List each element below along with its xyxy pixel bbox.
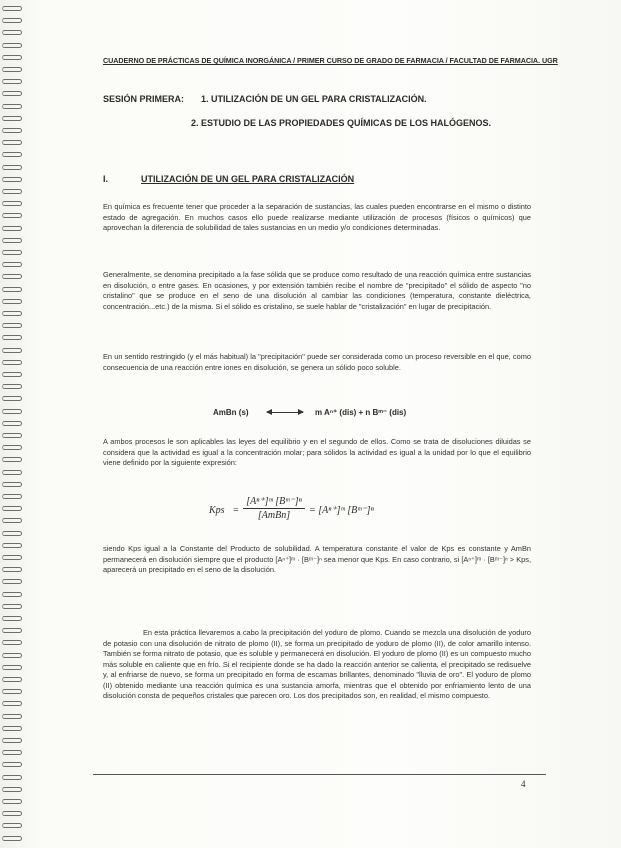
page-number: 4: [521, 779, 526, 789]
spiral-ring: [2, 762, 22, 767]
spiral-ring: [2, 531, 22, 536]
session-item-2: 2. ESTUDIO DE LAS PROPIEDADES QUÍMICAS DE LOS HALÓGENOS.: [191, 118, 492, 128]
spiral-ring: [2, 140, 22, 145]
spiral-ring: [2, 91, 22, 96]
spiral-ring: [2, 567, 22, 572]
spiral-ring: [2, 689, 22, 694]
spiral-ring: [2, 128, 22, 133]
spiral-ring: [2, 836, 22, 841]
spiral-ring: [2, 396, 22, 401]
fraction-denominator: [AmBn]: [257, 510, 291, 521]
spiral-ring: [2, 738, 22, 743]
spiral-ring: [2, 323, 22, 328]
spiral-ring: [2, 250, 22, 255]
spiral-ring: [2, 384, 22, 389]
spiral-ring: [2, 299, 22, 304]
spiral-ring: [2, 201, 22, 206]
paragraph-intro: En química es frecuente tener que proceder a la separación de sustancias, las cuales pueden encontrarse en el mismo o distinto estado de agregación. En muchos casos ello puede realizarse mediante utilización de procesos (físicos o químicos) que aprovechan la diferencia de solubilidad de tales sustancias en un medio y/o condiciones determinadas.: [103, 202, 531, 232]
spiral-binding: [2, 4, 24, 844]
footer-rule: [93, 774, 546, 775]
spiral-ring: [2, 421, 22, 426]
equals-sign: =: [233, 505, 239, 516]
spiral-ring: [2, 116, 22, 121]
spiral-ring: [2, 287, 22, 292]
paragraph-kps: siendo Kps igual a la Constante del Producto de solubilidad. A temperatura constante el valor de Kps es constante y AmBn permanecerá en disolución siempre que el producto [Aⁿ⁺]ᵐ · [Bᵐ⁻]ⁿ sea menor que Kps. En caso contrario, si [Aⁿ⁺]ᵐ · [Bᵐ⁻]ⁿ > Kps, aparecerá un precipitado en el seno de la disolución.: [103, 544, 531, 574]
spiral-ring: [2, 43, 22, 48]
spiral-ring: [2, 799, 22, 804]
kps-symbol: Kps: [209, 505, 225, 516]
running-header: CUADERNO DE PRÁCTICAS DE QUÍMICA INORGÁNICA / PRIMER CURSO DE GRADO DE FARMACIA / FACULTAD DE FARMACIA. UGR: [103, 56, 558, 65]
spiral-ring: [2, 579, 22, 584]
spiral-ring: [2, 482, 22, 487]
spiral-ring: [2, 274, 22, 279]
spiral-ring: [2, 262, 22, 267]
equation-right: m Aⁿ⁺ (dis) + n Bᵐ⁻ (dis): [315, 408, 407, 417]
spiral-ring: [2, 6, 22, 11]
spiral-ring: [2, 213, 22, 218]
spiral-ring: [2, 677, 22, 682]
section-heading: [103, 174, 354, 184]
paragraph-practice: En esta práctica llevaremos a cabo la precipitación del yoduro de plomo. Cuando se mezcla una disolución de yoduro de potasio con una disolución de nitrato de plomo (II), se forma un precipitado de yoduro de plomo (II), de color amarillo intenso. También se forma nitrato de potasio, que es soluble y permanecerá en disolución. El yoduro de plomo (II) es un compuesto mucho más soluble en caliente que en frío. Si el recipiente donde se ha dado la reacción anterior se calienta, el precipitado se redisuelve y, al enfriarse de nuevo, se forma un precipitado en forma de escamas brillantes, denominado "lluvia de oro". El yoduro de plomo (II) obtenido mediante una reacción química es una sustancia amorfa, mientras que el obtenido por enfriamiento lento de una disolución consta de pequeños cristales que parecen oro. Los dos precipitados son, en realidad, el mismo compuesto.: [103, 628, 531, 700]
double-arrow-icon: [267, 412, 303, 413]
equation-left: AmBn (s): [213, 408, 249, 417]
spiral-ring: [2, 811, 22, 816]
spiral-ring: [2, 165, 22, 170]
spiral-ring: [2, 750, 22, 755]
spiral-ring: [2, 372, 22, 377]
spiral-ring: [2, 445, 22, 450]
section-title: UTILIZACIÓN DE UN GEL PARA CRISTALIZACIÓN: [141, 174, 355, 184]
spiral-ring: [2, 665, 22, 670]
spiral-ring: [2, 543, 22, 548]
spiral-ring: [2, 67, 22, 72]
paragraph-precipitate: Generalmente, se denomina precipitado a la fase sólida que se produce como resultado de una reacción química entre sustancias en disolución, o entre gases. En ocasiones, y por extensión también recibe el nombre de "precipitado" el sólido de aspecto "no cristalino" que se produce en el seno de una disolución al cambiar las condiciones (temperatura, constante dieléctrica, concentración...etc.) de la misma. Si el sólido es cristalino, se suele hablar de "cristalización" en lugar de precipitación.: [103, 270, 531, 311]
spiral-ring: [2, 409, 22, 414]
session-heading: [103, 94, 427, 104]
spiral-ring: [2, 506, 22, 511]
spiral-ring: [2, 592, 22, 597]
spiral-ring: [2, 457, 22, 462]
spiral-ring: [2, 616, 22, 621]
spiral-ring: [2, 433, 22, 438]
spiral-ring: [2, 714, 22, 719]
spiral-ring: [2, 628, 22, 633]
spiral-ring: [2, 335, 22, 340]
spiral-ring: [2, 775, 22, 780]
spiral-ring: [2, 189, 22, 194]
spiral-ring: [2, 518, 22, 523]
spiral-ring: [2, 726, 22, 731]
paragraph-equilibrium: A ambos procesos le son aplicables las leyes del equilibrio y en el segundo de ellos. Como se trata de disoluciones diluidas se considera que la actividad es igual a la concentración molar; para sólidos la actividad es igual a la unidad por lo que el equilibrio viene definido por la siguiente expresión:: [103, 437, 531, 467]
paragraph-restricted-sense: En un sentido restringido (y el más habitual) la "precipitación" puede ser considerada como un proceso reversible en el que, como consecuencia de una reacción entre iones en disolución, se genera un sólido poco soluble.: [103, 352, 531, 372]
spiral-ring: [2, 348, 22, 353]
spiral-ring: [2, 470, 22, 475]
spiral-ring: [2, 701, 22, 706]
spiral-ring: [2, 104, 22, 109]
spiral-ring: [2, 640, 22, 645]
session-label: SESIÓN PRIMERA:: [103, 94, 185, 104]
spiral-ring: [2, 55, 22, 60]
spiral-ring: [2, 79, 22, 84]
session-item-1: 1. UTILIZACIÓN DE UN GEL PARA CRISTALIZACIÓN.: [201, 94, 427, 104]
spiral-ring: [2, 177, 22, 182]
spiral-ring: [2, 311, 22, 316]
kps-rhs: = [Aⁿ⁺]ᵐ [Bᵐ⁻]ⁿ: [309, 505, 374, 516]
spiral-ring: [2, 823, 22, 828]
spiral-ring: [2, 555, 22, 560]
section-number: I.: [103, 174, 109, 184]
spiral-ring: [2, 238, 22, 243]
spiral-ring: [2, 226, 22, 231]
spiral-ring: [2, 18, 22, 23]
spiral-ring: [2, 360, 22, 365]
spiral-ring: [2, 494, 22, 499]
spiral-ring: [2, 152, 22, 157]
spiral-ring: [2, 604, 22, 609]
kps-fraction: [243, 496, 305, 521]
spiral-ring: [2, 30, 22, 35]
spiral-ring: [2, 787, 22, 792]
spiral-ring: [2, 653, 22, 658]
fraction-numerator: [Aⁿ⁺]ᵐ [Bᵐ⁻]ⁿ: [243, 496, 305, 509]
